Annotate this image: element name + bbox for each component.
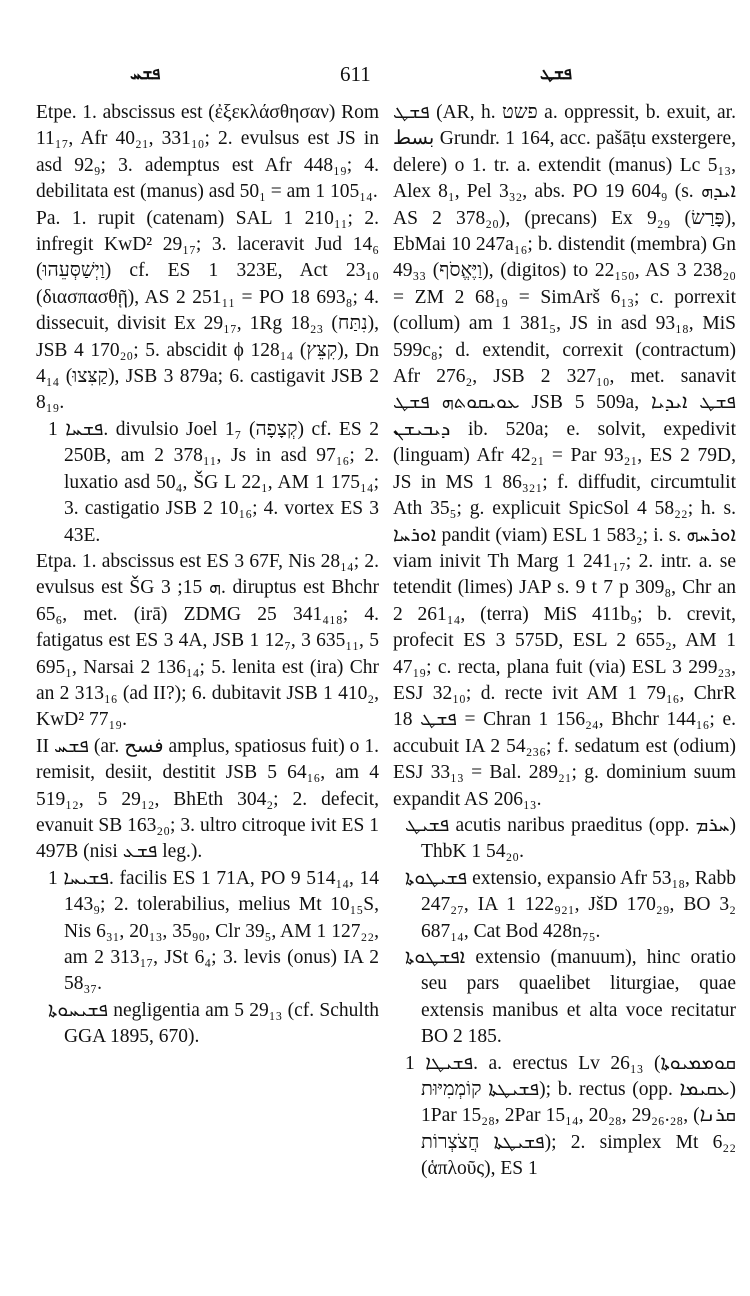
header-headword-right: ܦܫܛ: [540, 64, 573, 84]
entry-pshita: ܦܫܝܛܐ 1. a. erectus Lv 26₁₃ (ܩܘܡܡܝܘܬܐ ܦܫܝܛܬܐ קוֹמְמִיּוּת); b. rectus (opp. ܥܩܝܡܐ) 1Par 15₂₈, 2Par 15₁₄, 20₂₈, 29₂₆.₂₈, (ܩܪܢܐ ܦܫܝܛܬܐ חֲצֹצְרוֹת); 2. simplex Mt 6₂₂ (ἁπλοῦς), ES 1: [405, 1052, 736, 1180]
entry-etpe: Etpe. 1. abscissus est (ἐξεκλάσθησαν) Rom 11₁₇, Afr 40₂₁, 331₁₀; 2. evulsus est JS in asd 92₉; 3. ademptus est Afr 448₁₉; 4. debilitata est (manus) asd 50₁ = am 1 105₁₄.: [36, 102, 379, 203]
entry-pshituta: ܦܫܝܛܘܬܐ extensio, expansio Afr 53₁₈, Rabb 247₂₇, IA 1 122₉₂₁, JšD 170₂₉, BO 3₂ 687₁₄, Cat Bod 428n₇₅.: [405, 867, 736, 942]
left-column: [36, 100, 379, 1051]
entry-pshichuta: ܦܫܝܚܘܬܐ negligentia am 5 29₁₃ (cf. Schulth GGA 1895, 670).: [48, 999, 379, 1048]
header-headword-left: ܦܫܚ: [130, 64, 161, 84]
entry-pshat: ܦܫܛ (AR, h. פשט a. oppressit, b. exuit, ar. بسط Grundr. 1 164, acc. pašāṭu exstergere, delere) o 1. tr. a. extendit (manus) Lc 5₁₃, Alex 8₁, Pel 3₃₂, abs. PO 19 604₉ (s. ܐܝܕܗ AS 2 378₂₀), (precans) Ex 9₂₉ (פָּרַשׂ), EbMai 10 247a₁₆; b. distendit (membra) Gn 49₃₃ (וַיֶּאֱסֹף), (digitos) to 22₁₅₀, AS 3 238₂₀ = ZM 2 68₁₉ = SimArš 6₁₃; c. porrexit (collum) am 1 381₅, JS in asd 93₁₈, MiS 599c₈; d. extendit, correxit (contractum) Afr 276₂, JSB 2 327₁₀, met. sanavit ܥܘܝܩܘܬܗ ܦܫܛ JSB 5 509a, ܦܫܛ ܐܝܕܝܐ ܕܝܒܝܫܢ ib. 520a; e. solvit, expedivit (linguam) Afr 42₂₁ = Par 93₂₁, ES 2 79D, JS in MS 1 86₃₂₁; f. diffudit, circumtulit Ath 35₅; g. explicuit SpicSol 4 58₂₂; h. s. ܐܘܪܚܐ pandit (viam) ESL 1 583₂; i. s. ܐܘܪܚܗ viam inivit Th Marg 1 241₁₇; 2. intr. a. se tetendit (limes) JAP s. 9 t 7 p 309₈, Chr an 2 261₁₄, (terra) MiS 411b₉; b. crevit, profecit ES 3 575D, ESL 2 655₂, AM 1 47₁₉; c. recta, plana fuit (via) ESL 3 299₂₃, ESJ 32₁₀; d. recte ivit AM 1 79₁₆, ChrR ܦܫܛ 18 = Chran 1 156₂₄, Bhchr 144₁₆; e. accubuit IA 2 54₂₃₆; f. sedatum est (odium) ESJ 33₁₃ = Bal. 289₂₁; g. dominium suum expandit AS 206₁₃.: [393, 102, 737, 810]
entry-pshcha: ܦܫܚܐ 1. divulsio Joel 1₇ (קְצָפָה) cf. ES 2 250B, am 2 378₁₁, Js in asd 97₁₆; 2. luxatio asd 50₄, ŠG L 22₁, AM 1 175₁₄; 3. castigatio JSB 2 10₁₆; 4. vortex ES 3 43E.: [48, 418, 379, 546]
entry-apshatuta: ܐܦܫܛܘܬܐ extensio (manuum), hinc oratio seu pars quaelibet liturgiae, quae extensis manibus et alta voce recitatur BO 2 185.: [405, 947, 736, 1048]
page-number: 611: [340, 62, 371, 86]
entry-pshach-ii: II ܦܫܚ (ar. فسح amplus, spatiosus fuit) o 1. remisit, desiit, destitit JSB 5 64₁₆, am 4 519₁₂, 5 29₁₂, BhEth 304₂; 2. defecit, evanuit SB 163₂₀; 3. ultro citroque ivit ES 1 497B (nisi ܦܫܥ leg.).: [36, 735, 379, 863]
entry-pa: Pa. 1. rupit (catenam) SAL 1 210₁₁; 2. infregit KwD² 29₁₇; 3. laceravit Jud 14₆ (וַיְשַׁסְּעֵהוּ) cf. ES 1 323E, Act 23₁₀ (διασπασθῇ), AS 2 251₁₁ = PO 18 693₈; 4. dissecuit, divisit Ex 29₁₇, 1Rg 18₂₃ (נִתַּח), JSB 4 170₂₀; 5. abscidit ϕ 128₁₄ (קִצֵּץ), Dn 4₁₄ (קַצִּצוּ), JSB 3 879a; 6. castigavit JSB 2 8₁₉.: [36, 207, 379, 414]
right-column: [393, 100, 736, 1183]
entry-etpa: Etpa. 1. abscissus est ES 3 67F, Nis 28₁₄; 2. evulsus est ŠG ܗ 15; 3. diruptus est Bhchr 65₆, met. (irā) ZDMG 25 341₄₁₈; 4. fatigatus est ES 3 4A, JSB 1 12₇, 3 635₁₁, 5 695₁, Narsai 2 136₁₄; 5. lenita est (ira) Chr an 2 313₁₆ (ad II?); 6. dubitavit JSB 1 410₂, KwD² 77₁₉.: [36, 550, 379, 731]
entry-pshit: ܦܫܝܛ acutis naribus praeditus (opp. ܚܪܡ) ThbK 1 54₂₀.: [405, 814, 736, 863]
page-header: [0, 60, 750, 92]
entry-pshicha: ܦܫܝܚܐ 1. facilis ES 1 71A, PO 9 514₁₄, 14 143₉; 2. tolerabilius, melius Mt 10₁₅S, Nis 6₃₁, 20₁₃, 35₉₀, Clr 39₅, AM 1 127₂₂, am 2 313₁₇, JSt 6₄; 3. levis (onus) IA 2 58₃₇.: [48, 867, 379, 995]
